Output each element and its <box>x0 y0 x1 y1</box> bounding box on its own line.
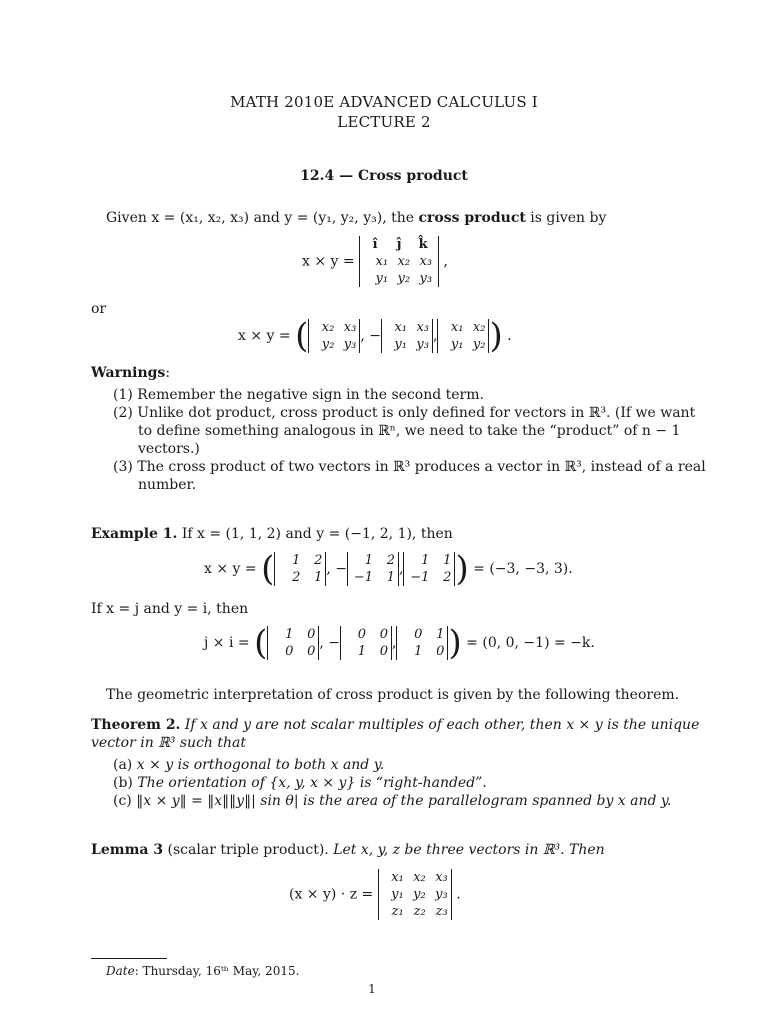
section-title: 12.4 — Cross product <box>300 168 468 184</box>
matrix-entry: y₁ <box>375 271 389 286</box>
matrix-row <box>407 569 451 586</box>
matrix-2x2 <box>347 552 399 586</box>
matrix-entry: 1 <box>421 553 430 568</box>
list-item: number. <box>138 477 197 493</box>
matrix-entry: 1 <box>292 553 301 568</box>
matrix-entry: î <box>372 237 378 252</box>
geometric-interpretation: The geometric interpretation of cross product is given by the following theorem. <box>106 687 680 703</box>
list-item: (a) x × y is orthogonal to both x and y. <box>113 757 385 773</box>
matrix-entry: 2 <box>314 553 323 568</box>
matrix-entry: x₁ <box>391 870 404 885</box>
matrix-entry: x₂ <box>472 320 486 335</box>
matrix-entry: ĵ <box>396 237 402 252</box>
matrix-2x2 <box>274 552 326 586</box>
example-1-second-computation: j × i = ( 1 0 0 0 , − 0 0 1 0 , 0 1 1 0 ) = (0, 0, −1) = −k. <box>204 623 595 663</box>
matrix-row <box>351 569 395 586</box>
matrix-entry: y₁ <box>450 337 464 352</box>
matrix-2x2 <box>267 626 319 660</box>
list-item: to define something analogous in ℝⁿ, we need to take the “product” of n − 1 <box>138 423 681 439</box>
matrix-row <box>407 552 451 569</box>
matrix-row <box>385 319 429 336</box>
matrix-entry: y₃ <box>419 271 433 286</box>
matrix-row <box>312 336 356 353</box>
matrix-entry: 0 <box>379 627 388 642</box>
document-title: MATH 2010E ADVANCED CALCULUS I <box>230 93 538 111</box>
matrix-2x2 <box>381 319 433 353</box>
matrix-row <box>344 626 388 643</box>
example-1-computation: x × y = ( 1 2 2 1 , − 1 2 −1 1 , 1 1 −1 2 ) = (−3, −3, 3). <box>204 549 573 589</box>
matrix-row <box>363 236 435 253</box>
matrix-row <box>400 626 444 643</box>
scalar-triple-product: (x × y) · z = x₁ x₂ x₃ y₁ y₂ y₃ z₁ z₂ z₃ . <box>289 870 461 919</box>
matrix-entry: y₃ <box>343 337 357 352</box>
matrix-entry: 0 <box>285 644 294 659</box>
matrix-row <box>363 270 435 287</box>
matrix-entry: x₂ <box>321 320 335 335</box>
matrix-row <box>385 336 429 353</box>
theorem-2-line2: vector in ℝ³ such that <box>91 735 246 751</box>
matrix-entry: 0 <box>357 627 366 642</box>
matrix-2x2 <box>396 626 448 660</box>
matrix-entry: 0 <box>414 627 423 642</box>
matrix-row <box>441 319 485 336</box>
theorem-2: Theorem 2. If x and y are not scalar multiples of each other, then x × y is the unique <box>91 717 700 733</box>
matrix-entry: 1 <box>285 627 294 642</box>
matrix-entry: 2 <box>443 570 452 585</box>
matrix-entry: y₂ <box>413 887 426 902</box>
list-item: (3) The cross product of two vectors in ℝ³ produces a vector in ℝ³, instead of a real <box>113 459 706 475</box>
matrix-2x2 <box>340 626 392 660</box>
matrix-row <box>351 552 395 569</box>
footnote-rule <box>91 958 167 959</box>
matrix-row <box>400 643 444 660</box>
lecture-number: LECTURE 2 <box>337 113 431 131</box>
matrix-entry: 1 <box>364 553 373 568</box>
matrix-row <box>382 903 448 920</box>
matrix-entry: 0 <box>436 644 445 659</box>
matrix-entry: x₁ <box>394 320 407 335</box>
warnings-heading: Warnings: <box>91 365 171 381</box>
or-text: or <box>91 301 107 317</box>
matrix-row <box>312 319 356 336</box>
matrix-entry: y₁ <box>394 337 407 352</box>
matrix-entry: x₂ <box>397 254 411 269</box>
matrix-entry: y₂ <box>397 271 411 286</box>
matrix-entry: 1 <box>414 644 423 659</box>
matrix-row <box>278 569 322 586</box>
matrix-entry: z₁ <box>391 904 404 919</box>
matrix-entry: y₃ <box>416 337 429 352</box>
matrix-row <box>344 643 388 660</box>
matrix-entry: 1 <box>357 644 366 659</box>
cross-product-components: x × y = ( x₂ x₃ y₂ y₃ , − x₁ x₃ y₁ y₃ , x₁ x₂ y₁ y₂ ) . <box>238 316 512 356</box>
matrix-row <box>271 626 315 643</box>
lemma-3: Lemma 3 (scalar triple product). Let x, y, z be three vectors in ℝ³. Then <box>91 842 605 858</box>
matrix-entry: y₃ <box>435 887 448 902</box>
list-item: vectors.) <box>138 441 200 457</box>
matrix-entry: 1 <box>386 570 395 585</box>
matrix-entry: x₂ <box>413 870 426 885</box>
page-number: 1 <box>368 982 376 996</box>
matrix-entry: x₃ <box>419 254 433 269</box>
list-item: (b) The orientation of {x, y, x × y} is “right-handed”. <box>113 775 487 791</box>
intro-text: Given x = (x₁, x₂, x₃) and y = (y₁, y₂, y₃), the cross product is given by <box>106 210 607 226</box>
matrix-entry: 2 <box>386 553 395 568</box>
cross-product-determinant: x × y = î ĵ k̂ x₁ x₂ x₃ y₁ y₂ y₃ , <box>302 237 448 286</box>
matrix-entry: x₃ <box>416 320 429 335</box>
matrix-entry: y₂ <box>321 337 335 352</box>
matrix-entry: k̂ <box>418 237 428 252</box>
matrix-row <box>271 643 315 660</box>
matrix-row <box>441 336 485 353</box>
list-item: (2) Unlike dot product, cross product is only defined for vectors in ℝ³. (If we want <box>113 405 696 421</box>
matrix-entry: x₃ <box>435 870 448 885</box>
matrix-row <box>363 253 435 270</box>
matrix-row <box>382 886 448 903</box>
example-1-second-case: If x = j and y = i, then <box>91 601 249 617</box>
matrix-entry: −1 <box>353 570 373 585</box>
matrix-entry: 0 <box>379 644 388 659</box>
matrix-entry: 1 <box>436 627 445 642</box>
matrix-entry: x₃ <box>343 320 357 335</box>
matrix-row <box>382 869 448 886</box>
matrix-entry: 0 <box>307 644 316 659</box>
list-item: (c) ‖x × y‖ = ‖x‖‖y‖| sin θ| is the area of the parallelogram spanned by x and y. <box>113 793 672 809</box>
matrix-entry: x₁ <box>450 320 464 335</box>
matrix-entry: 1 <box>443 553 452 568</box>
matrix-row <box>278 552 322 569</box>
example-1: Example 1. If x = (1, 1, 2) and y = (−1, 2, 1), then <box>91 526 453 542</box>
matrix-entry: 1 <box>314 570 323 585</box>
list-item: (1) Remember the negative sign in the second term. <box>113 387 484 403</box>
matrix-entry: x₁ <box>375 254 389 269</box>
footnote-date: Date: Thursday, 16ᵗʰ May, 2015. <box>106 964 300 978</box>
matrix-2x2 <box>308 319 360 353</box>
matrix-entry: y₁ <box>391 887 404 902</box>
matrix-entry: y₂ <box>472 337 486 352</box>
matrix-entry: 2 <box>292 570 301 585</box>
matrix-2x2 <box>437 319 489 353</box>
matrix-2x2 <box>403 552 455 586</box>
matrix-entry: z₂ <box>413 904 426 919</box>
matrix-entry: 0 <box>307 627 316 642</box>
matrix-entry: −1 <box>410 570 430 585</box>
matrix-entry: z₃ <box>435 904 448 919</box>
